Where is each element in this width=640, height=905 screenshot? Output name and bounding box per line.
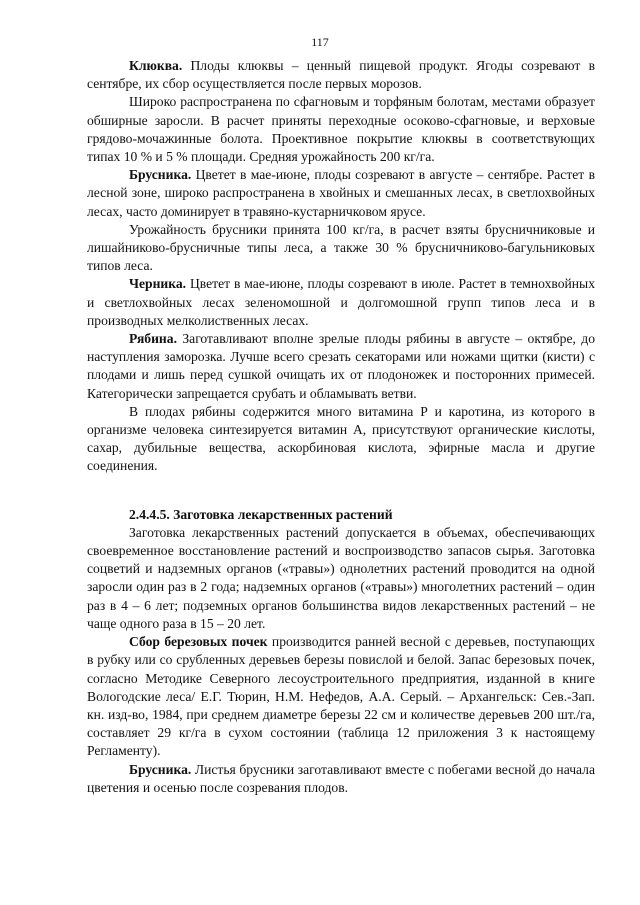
term-lingonberry: Брусника. [129, 167, 192, 183]
paragraph-text: Заготовка лекарственных растений допускается в объемах, обеспечивающих своевременное восстановление растений и воспроизводство запасов сырья. Заготовка соцветий и надземных органов («травы») однолетних растений проводится на одной заросли один раз в 2 года; надземных органов («травы») многолетних растений – один раз в 4 – 6 лет; подземных органов большинства видов лекарственных растений – не чаще одного раза в 15 – 20 лет. [87, 524, 595, 631]
paragraph-bilberry [87, 275, 595, 330]
section-heading: 2.4.4.5. Заготовка лекарственных растений [129, 506, 393, 522]
paragraph-text: Урожайность брусники принята 100 кг/га, в расчет взяты брусничниковые и лишайниково-брусничные типы леса, а также 30 % брусничниково-багульниковых типов леса. [87, 221, 595, 274]
term-bilberry: Черника. [129, 276, 187, 292]
paragraph-text: Цветет в мае-июне, плоды созревают в августе – сентябре. Растет в лесной зоне, широко распространена в хвойных и смешанных лесах, в светлохвойных лесах, часто доминирует в травяно-кустарничковом ярусе. [87, 167, 595, 219]
paragraph-text: производится ранней весной с деревьев, поступающих в рубку или со срубленных деревьев березы повислой и белой. Запас березовых почек, согласно Методике Северного лесоустроительного предприятия, изданной в книге Вологодские леса/ Е.Г. Тюрин, Н.М. Нефедов, А.А. Серый. – Архангельск: Сев.-Зап. кн. изд-во, 1984, при среднем диаметре березы 22 см и количестве деревьев 200 шт./га, составляет 29 кг/га в сухом состоянии (таблица 12 приложения 3 к настоящему Регламенту). [87, 634, 595, 759]
paragraph-birch-buds [87, 633, 595, 760]
paragraph-lingonberry-yield [87, 221, 595, 276]
paragraph-rowan [87, 330, 595, 403]
paragraph-rowan-vitamins [87, 403, 595, 476]
page-number: 117 [311, 35, 329, 49]
paragraph-text: Цветет в мае-июне, плоды созревают в июле. Растет в темнохвойных и светлохвойных лесах зеленомошной и долгомошной групп типов леса и в производных мелколиственных лесах. [87, 276, 595, 328]
paragraph-cranberry [87, 57, 595, 93]
paragraph-text: Широко распространена по сфагновым и торфяным болотам, местами образует обширные заросли. В расчет приняты переходные осоково-сфагновые, и верховые грядово-мочажинные болота. Проективное покрытие клюквы в соответствующих типах 10 % и 5 % площади. Средняя урожайность 200 кг/га. [87, 94, 595, 165]
term-cranberry: Клюква. [129, 58, 183, 73]
paragraph-cranberry-habitat [87, 93, 595, 166]
paragraph-text: Плоды клюквы – ценный пищевой продукт. Ягоды созревают в сентябре, их сбор осуществляется после первых морозов. [87, 58, 595, 92]
term-birch-buds: Сбор березовых почек [129, 634, 268, 650]
paragraph-medicinal-harvest [87, 524, 595, 633]
paragraph-lingonberry [87, 166, 595, 221]
term-lingonberry-leaves: Брусника. [129, 761, 192, 777]
paragraph-text: В плодах рябины содержится много витамина Р и каротина, из которого в организме человека синтезируется витамин А, присутствуют органические кислоты, сахар, дубильные вещества, аскорбиновая кислота, эфирные масла и другие соединения. [87, 403, 595, 474]
paragraph-text: Заготавливают вполне зрелые плоды рябины в августе – октябре, до наступления заморозка. Лучше всего срезать секаторами или ножами щитки (кисти) с плодами и лишь перед сушкой очищать их от плодоножек и посторонних примесей. Категорически запрещается срубать и обламывать ветви. [87, 331, 595, 401]
term-rowan: Рябина. [129, 331, 177, 347]
paragraph-text: Листья брусники заготавливают вместе с побегами весной до начала цветения и осенью после созревания плодов. [87, 761, 595, 795]
document-body [87, 57, 595, 797]
paragraph-lingonberry-leaves [87, 761, 595, 797]
